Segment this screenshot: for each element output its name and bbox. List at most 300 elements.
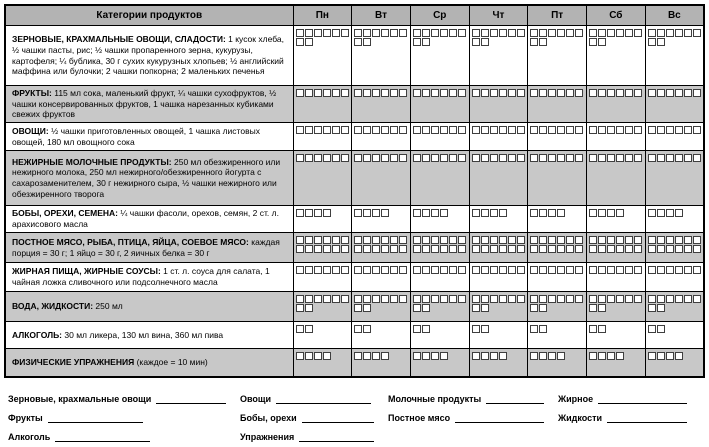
serving-checkbox[interactable] (399, 154, 407, 162)
serving-checkbox[interactable] (431, 154, 439, 162)
serving-checkbox[interactable] (607, 236, 615, 244)
serving-checkbox[interactable] (539, 126, 547, 134)
serving-checkbox[interactable] (490, 245, 498, 253)
serving-checkbox[interactable] (508, 29, 516, 37)
serving-checkbox[interactable] (508, 245, 516, 253)
serving-checkbox[interactable] (341, 29, 349, 37)
serving-checkbox[interactable] (341, 154, 349, 162)
serving-checkbox[interactable] (341, 126, 349, 134)
serving-checkbox[interactable] (499, 245, 507, 253)
serving-checkbox[interactable] (472, 38, 480, 46)
serving-checkbox[interactable] (372, 295, 380, 303)
serving-checkbox[interactable] (332, 245, 340, 253)
serving-checkbox[interactable] (657, 38, 665, 46)
serving-checkbox[interactable] (332, 89, 340, 97)
serving-checkbox[interactable] (666, 154, 674, 162)
serving-checkbox[interactable] (481, 266, 489, 274)
serving-checkbox[interactable] (508, 154, 516, 162)
serving-checkbox[interactable] (381, 29, 389, 37)
serving-checkbox[interactable] (648, 89, 656, 97)
serving-checkbox[interactable] (607, 266, 615, 274)
serving-checkbox[interactable] (323, 245, 331, 253)
serving-checkbox[interactable] (589, 29, 597, 37)
serving-checkbox[interactable] (296, 126, 304, 134)
serving-checkbox[interactable] (305, 38, 313, 46)
serving-checkbox[interactable] (372, 154, 380, 162)
serving-checkbox[interactable] (481, 245, 489, 253)
serving-checkbox[interactable] (598, 126, 606, 134)
serving-checkbox[interactable] (557, 295, 565, 303)
serving-checkbox[interactable] (305, 209, 313, 217)
serving-checkbox[interactable] (472, 209, 480, 217)
serving-checkbox[interactable] (530, 29, 538, 37)
serving-checkbox[interactable] (449, 295, 457, 303)
serving-checkbox[interactable] (634, 154, 642, 162)
serving-checkbox[interactable] (607, 154, 615, 162)
serving-checkbox[interactable] (657, 209, 665, 217)
serving-checkbox[interactable] (440, 126, 448, 134)
serving-checkbox[interactable] (314, 295, 322, 303)
total-fill-in-line[interactable] (598, 403, 687, 404)
serving-checkbox[interactable] (323, 29, 331, 37)
serving-checkbox[interactable] (566, 245, 574, 253)
serving-checkbox[interactable] (381, 209, 389, 217)
serving-checkbox[interactable] (354, 29, 362, 37)
serving-checkbox[interactable] (648, 352, 656, 360)
serving-checkbox[interactable] (693, 245, 701, 253)
serving-checkbox[interactable] (341, 245, 349, 253)
serving-checkbox[interactable] (296, 236, 304, 244)
serving-checkbox[interactable] (648, 245, 656, 253)
serving-checkbox[interactable] (390, 236, 398, 244)
serving-checkbox[interactable] (472, 154, 480, 162)
serving-checkbox[interactable] (363, 126, 371, 134)
serving-checkbox[interactable] (422, 266, 430, 274)
serving-checkbox[interactable] (458, 89, 466, 97)
serving-checkbox[interactable] (363, 89, 371, 97)
serving-checkbox[interactable] (431, 266, 439, 274)
serving-checkbox[interactable] (413, 209, 421, 217)
serving-checkbox[interactable] (539, 209, 547, 217)
serving-checkbox[interactable] (657, 304, 665, 312)
serving-checkbox[interactable] (314, 154, 322, 162)
serving-checkbox[interactable] (499, 29, 507, 37)
serving-checkbox[interactable] (508, 89, 516, 97)
serving-checkbox[interactable] (539, 236, 547, 244)
serving-checkbox[interactable] (296, 245, 304, 253)
serving-checkbox[interactable] (530, 245, 538, 253)
serving-checkbox[interactable] (490, 236, 498, 244)
serving-checkbox[interactable] (449, 245, 457, 253)
serving-checkbox[interactable] (472, 266, 480, 274)
serving-checkbox[interactable] (381, 154, 389, 162)
serving-checkbox[interactable] (440, 236, 448, 244)
serving-checkbox[interactable] (381, 89, 389, 97)
serving-checkbox[interactable] (508, 236, 516, 244)
serving-checkbox[interactable] (296, 89, 304, 97)
serving-checkbox[interactable] (341, 89, 349, 97)
serving-checkbox[interactable] (657, 325, 665, 333)
serving-checkbox[interactable] (539, 266, 547, 274)
serving-checkbox[interactable] (305, 295, 313, 303)
serving-checkbox[interactable] (323, 236, 331, 244)
serving-checkbox[interactable] (675, 352, 683, 360)
serving-checkbox[interactable] (431, 89, 439, 97)
serving-checkbox[interactable] (684, 266, 692, 274)
serving-checkbox[interactable] (472, 325, 480, 333)
serving-checkbox[interactable] (557, 352, 565, 360)
serving-checkbox[interactable] (354, 325, 362, 333)
serving-checkbox[interactable] (589, 89, 597, 97)
serving-checkbox[interactable] (472, 29, 480, 37)
serving-checkbox[interactable] (458, 245, 466, 253)
serving-checkbox[interactable] (413, 266, 421, 274)
serving-checkbox[interactable] (490, 126, 498, 134)
serving-checkbox[interactable] (589, 126, 597, 134)
serving-checkbox[interactable] (363, 154, 371, 162)
serving-checkbox[interactable] (314, 126, 322, 134)
serving-checkbox[interactable] (598, 295, 606, 303)
serving-checkbox[interactable] (332, 295, 340, 303)
serving-checkbox[interactable] (530, 236, 538, 244)
serving-checkbox[interactable] (372, 29, 380, 37)
serving-checkbox[interactable] (566, 266, 574, 274)
serving-checkbox[interactable] (598, 29, 606, 37)
serving-checkbox[interactable] (566, 154, 574, 162)
serving-checkbox[interactable] (499, 126, 507, 134)
serving-checkbox[interactable] (422, 29, 430, 37)
serving-checkbox[interactable] (539, 245, 547, 253)
serving-checkbox[interactable] (449, 89, 457, 97)
serving-checkbox[interactable] (305, 29, 313, 37)
serving-checkbox[interactable] (657, 126, 665, 134)
serving-checkbox[interactable] (481, 38, 489, 46)
serving-checkbox[interactable] (539, 352, 547, 360)
serving-checkbox[interactable] (530, 209, 538, 217)
serving-checkbox[interactable] (530, 352, 538, 360)
serving-checkbox[interactable] (499, 295, 507, 303)
total-fill-in-line[interactable] (276, 403, 371, 404)
serving-checkbox[interactable] (666, 245, 674, 253)
serving-checkbox[interactable] (539, 154, 547, 162)
serving-checkbox[interactable] (422, 325, 430, 333)
serving-checkbox[interactable] (481, 295, 489, 303)
serving-checkbox[interactable] (648, 126, 656, 134)
serving-checkbox[interactable] (675, 266, 683, 274)
serving-checkbox[interactable] (575, 295, 583, 303)
serving-checkbox[interactable] (431, 236, 439, 244)
serving-checkbox[interactable] (323, 209, 331, 217)
serving-checkbox[interactable] (530, 304, 538, 312)
serving-checkbox[interactable] (657, 29, 665, 37)
serving-checkbox[interactable] (449, 29, 457, 37)
serving-checkbox[interactable] (490, 352, 498, 360)
serving-checkbox[interactable] (354, 295, 362, 303)
serving-checkbox[interactable] (449, 154, 457, 162)
serving-checkbox[interactable] (399, 266, 407, 274)
serving-checkbox[interactable] (372, 245, 380, 253)
serving-checkbox[interactable] (517, 29, 525, 37)
serving-checkbox[interactable] (616, 154, 624, 162)
total-fill-in-line[interactable] (299, 441, 374, 442)
serving-checkbox[interactable] (341, 236, 349, 244)
serving-checkbox[interactable] (305, 304, 313, 312)
serving-checkbox[interactable] (530, 89, 538, 97)
serving-checkbox[interactable] (566, 29, 574, 37)
serving-checkbox[interactable] (648, 295, 656, 303)
serving-checkbox[interactable] (372, 236, 380, 244)
serving-checkbox[interactable] (693, 29, 701, 37)
serving-checkbox[interactable] (381, 245, 389, 253)
serving-checkbox[interactable] (607, 245, 615, 253)
serving-checkbox[interactable] (431, 352, 439, 360)
serving-checkbox[interactable] (499, 266, 507, 274)
serving-checkbox[interactable] (390, 295, 398, 303)
serving-checkbox[interactable] (589, 352, 597, 360)
serving-checkbox[interactable] (566, 295, 574, 303)
serving-checkbox[interactable] (693, 295, 701, 303)
serving-checkbox[interactable] (530, 126, 538, 134)
serving-checkbox[interactable] (399, 245, 407, 253)
serving-checkbox[interactable] (440, 266, 448, 274)
serving-checkbox[interactable] (422, 126, 430, 134)
total-fill-in-line[interactable] (455, 422, 544, 423)
serving-checkbox[interactable] (589, 236, 597, 244)
serving-checkbox[interactable] (472, 304, 480, 312)
serving-checkbox[interactable] (296, 295, 304, 303)
serving-checkbox[interactable] (548, 154, 556, 162)
serving-checkbox[interactable] (616, 266, 624, 274)
serving-checkbox[interactable] (657, 89, 665, 97)
serving-checkbox[interactable] (296, 154, 304, 162)
serving-checkbox[interactable] (648, 325, 656, 333)
serving-checkbox[interactable] (557, 245, 565, 253)
serving-checkbox[interactable] (625, 29, 633, 37)
serving-checkbox[interactable] (625, 295, 633, 303)
serving-checkbox[interactable] (296, 325, 304, 333)
serving-checkbox[interactable] (508, 126, 516, 134)
serving-checkbox[interactable] (666, 29, 674, 37)
serving-checkbox[interactable] (675, 126, 683, 134)
serving-checkbox[interactable] (616, 236, 624, 244)
serving-checkbox[interactable] (566, 89, 574, 97)
serving-checkbox[interactable] (657, 245, 665, 253)
serving-checkbox[interactable] (296, 352, 304, 360)
serving-checkbox[interactable] (323, 295, 331, 303)
serving-checkbox[interactable] (305, 325, 313, 333)
serving-checkbox[interactable] (413, 89, 421, 97)
serving-checkbox[interactable] (598, 236, 606, 244)
serving-checkbox[interactable] (634, 245, 642, 253)
serving-checkbox[interactable] (666, 209, 674, 217)
serving-checkbox[interactable] (458, 295, 466, 303)
serving-checkbox[interactable] (598, 38, 606, 46)
serving-checkbox[interactable] (481, 304, 489, 312)
serving-checkbox[interactable] (422, 38, 430, 46)
serving-checkbox[interactable] (481, 29, 489, 37)
serving-checkbox[interactable] (323, 154, 331, 162)
serving-checkbox[interactable] (413, 154, 421, 162)
serving-checkbox[interactable] (314, 245, 322, 253)
serving-checkbox[interactable] (472, 352, 480, 360)
serving-checkbox[interactable] (616, 352, 624, 360)
serving-checkbox[interactable] (657, 266, 665, 274)
serving-checkbox[interactable] (675, 89, 683, 97)
serving-checkbox[interactable] (666, 352, 674, 360)
serving-checkbox[interactable] (458, 266, 466, 274)
serving-checkbox[interactable] (607, 352, 615, 360)
serving-checkbox[interactable] (422, 304, 430, 312)
serving-checkbox[interactable] (440, 245, 448, 253)
serving-checkbox[interactable] (314, 266, 322, 274)
serving-checkbox[interactable] (499, 352, 507, 360)
serving-checkbox[interactable] (575, 154, 583, 162)
total-fill-in-line[interactable] (302, 422, 374, 423)
serving-checkbox[interactable] (481, 126, 489, 134)
serving-checkbox[interactable] (539, 304, 547, 312)
serving-checkbox[interactable] (341, 295, 349, 303)
serving-checkbox[interactable] (517, 266, 525, 274)
serving-checkbox[interactable] (413, 126, 421, 134)
serving-checkbox[interactable] (557, 266, 565, 274)
serving-checkbox[interactable] (332, 236, 340, 244)
serving-checkbox[interactable] (508, 295, 516, 303)
serving-checkbox[interactable] (598, 154, 606, 162)
serving-checkbox[interactable] (481, 154, 489, 162)
serving-checkbox[interactable] (616, 89, 624, 97)
serving-checkbox[interactable] (539, 325, 547, 333)
serving-checkbox[interactable] (422, 295, 430, 303)
serving-checkbox[interactable] (413, 295, 421, 303)
serving-checkbox[interactable] (566, 236, 574, 244)
serving-checkbox[interactable] (499, 209, 507, 217)
serving-checkbox[interactable] (517, 295, 525, 303)
serving-checkbox[interactable] (296, 38, 304, 46)
serving-checkbox[interactable] (693, 154, 701, 162)
serving-checkbox[interactable] (625, 89, 633, 97)
serving-checkbox[interactable] (372, 352, 380, 360)
serving-checkbox[interactable] (422, 352, 430, 360)
serving-checkbox[interactable] (296, 266, 304, 274)
serving-checkbox[interactable] (363, 266, 371, 274)
serving-checkbox[interactable] (431, 295, 439, 303)
serving-checkbox[interactable] (548, 352, 556, 360)
serving-checkbox[interactable] (314, 29, 322, 37)
serving-checkbox[interactable] (431, 245, 439, 253)
serving-checkbox[interactable] (458, 126, 466, 134)
serving-checkbox[interactable] (422, 154, 430, 162)
serving-checkbox[interactable] (548, 245, 556, 253)
serving-checkbox[interactable] (589, 325, 597, 333)
serving-checkbox[interactable] (575, 236, 583, 244)
serving-checkbox[interactable] (354, 38, 362, 46)
serving-checkbox[interactable] (472, 126, 480, 134)
serving-checkbox[interactable] (607, 295, 615, 303)
serving-checkbox[interactable] (539, 295, 547, 303)
serving-checkbox[interactable] (548, 29, 556, 37)
serving-checkbox[interactable] (354, 352, 362, 360)
serving-checkbox[interactable] (693, 89, 701, 97)
serving-checkbox[interactable] (390, 266, 398, 274)
serving-checkbox[interactable] (648, 29, 656, 37)
serving-checkbox[interactable] (530, 266, 538, 274)
serving-checkbox[interactable] (440, 209, 448, 217)
serving-checkbox[interactable] (413, 245, 421, 253)
serving-checkbox[interactable] (422, 209, 430, 217)
serving-checkbox[interactable] (648, 266, 656, 274)
serving-checkbox[interactable] (390, 126, 398, 134)
serving-checkbox[interactable] (481, 89, 489, 97)
serving-checkbox[interactable] (431, 209, 439, 217)
serving-checkbox[interactable] (589, 154, 597, 162)
serving-checkbox[interactable] (372, 89, 380, 97)
serving-checkbox[interactable] (458, 154, 466, 162)
serving-checkbox[interactable] (684, 126, 692, 134)
serving-checkbox[interactable] (557, 89, 565, 97)
serving-checkbox[interactable] (440, 89, 448, 97)
serving-checkbox[interactable] (575, 29, 583, 37)
serving-checkbox[interactable] (634, 89, 642, 97)
serving-checkbox[interactable] (354, 154, 362, 162)
serving-checkbox[interactable] (648, 304, 656, 312)
serving-checkbox[interactable] (575, 126, 583, 134)
serving-checkbox[interactable] (675, 209, 683, 217)
serving-checkbox[interactable] (517, 245, 525, 253)
serving-checkbox[interactable] (607, 89, 615, 97)
serving-checkbox[interactable] (508, 266, 516, 274)
serving-checkbox[interactable] (666, 295, 674, 303)
serving-checkbox[interactable] (354, 89, 362, 97)
serving-checkbox[interactable] (490, 266, 498, 274)
serving-checkbox[interactable] (548, 209, 556, 217)
serving-checkbox[interactable] (381, 295, 389, 303)
serving-checkbox[interactable] (363, 209, 371, 217)
serving-checkbox[interactable] (666, 236, 674, 244)
serving-checkbox[interactable] (648, 38, 656, 46)
serving-checkbox[interactable] (472, 89, 480, 97)
serving-checkbox[interactable] (363, 295, 371, 303)
serving-checkbox[interactable] (616, 295, 624, 303)
serving-checkbox[interactable] (684, 154, 692, 162)
serving-checkbox[interactable] (296, 209, 304, 217)
serving-checkbox[interactable] (539, 38, 547, 46)
serving-checkbox[interactable] (657, 352, 665, 360)
serving-checkbox[interactable] (372, 266, 380, 274)
serving-checkbox[interactable] (548, 89, 556, 97)
serving-checkbox[interactable] (332, 29, 340, 37)
serving-checkbox[interactable] (363, 352, 371, 360)
serving-checkbox[interactable] (684, 236, 692, 244)
serving-checkbox[interactable] (305, 352, 313, 360)
serving-checkbox[interactable] (625, 245, 633, 253)
serving-checkbox[interactable] (648, 209, 656, 217)
serving-checkbox[interactable] (625, 154, 633, 162)
serving-checkbox[interactable] (332, 266, 340, 274)
serving-checkbox[interactable] (548, 236, 556, 244)
serving-checkbox[interactable] (598, 304, 606, 312)
serving-checkbox[interactable] (598, 245, 606, 253)
serving-checkbox[interactable] (625, 236, 633, 244)
serving-checkbox[interactable] (390, 89, 398, 97)
serving-checkbox[interactable] (354, 304, 362, 312)
serving-checkbox[interactable] (314, 352, 322, 360)
serving-checkbox[interactable] (490, 89, 498, 97)
serving-checkbox[interactable] (490, 29, 498, 37)
serving-checkbox[interactable] (589, 266, 597, 274)
serving-checkbox[interactable] (616, 126, 624, 134)
serving-checkbox[interactable] (354, 266, 362, 274)
total-fill-in-line[interactable] (55, 441, 150, 442)
